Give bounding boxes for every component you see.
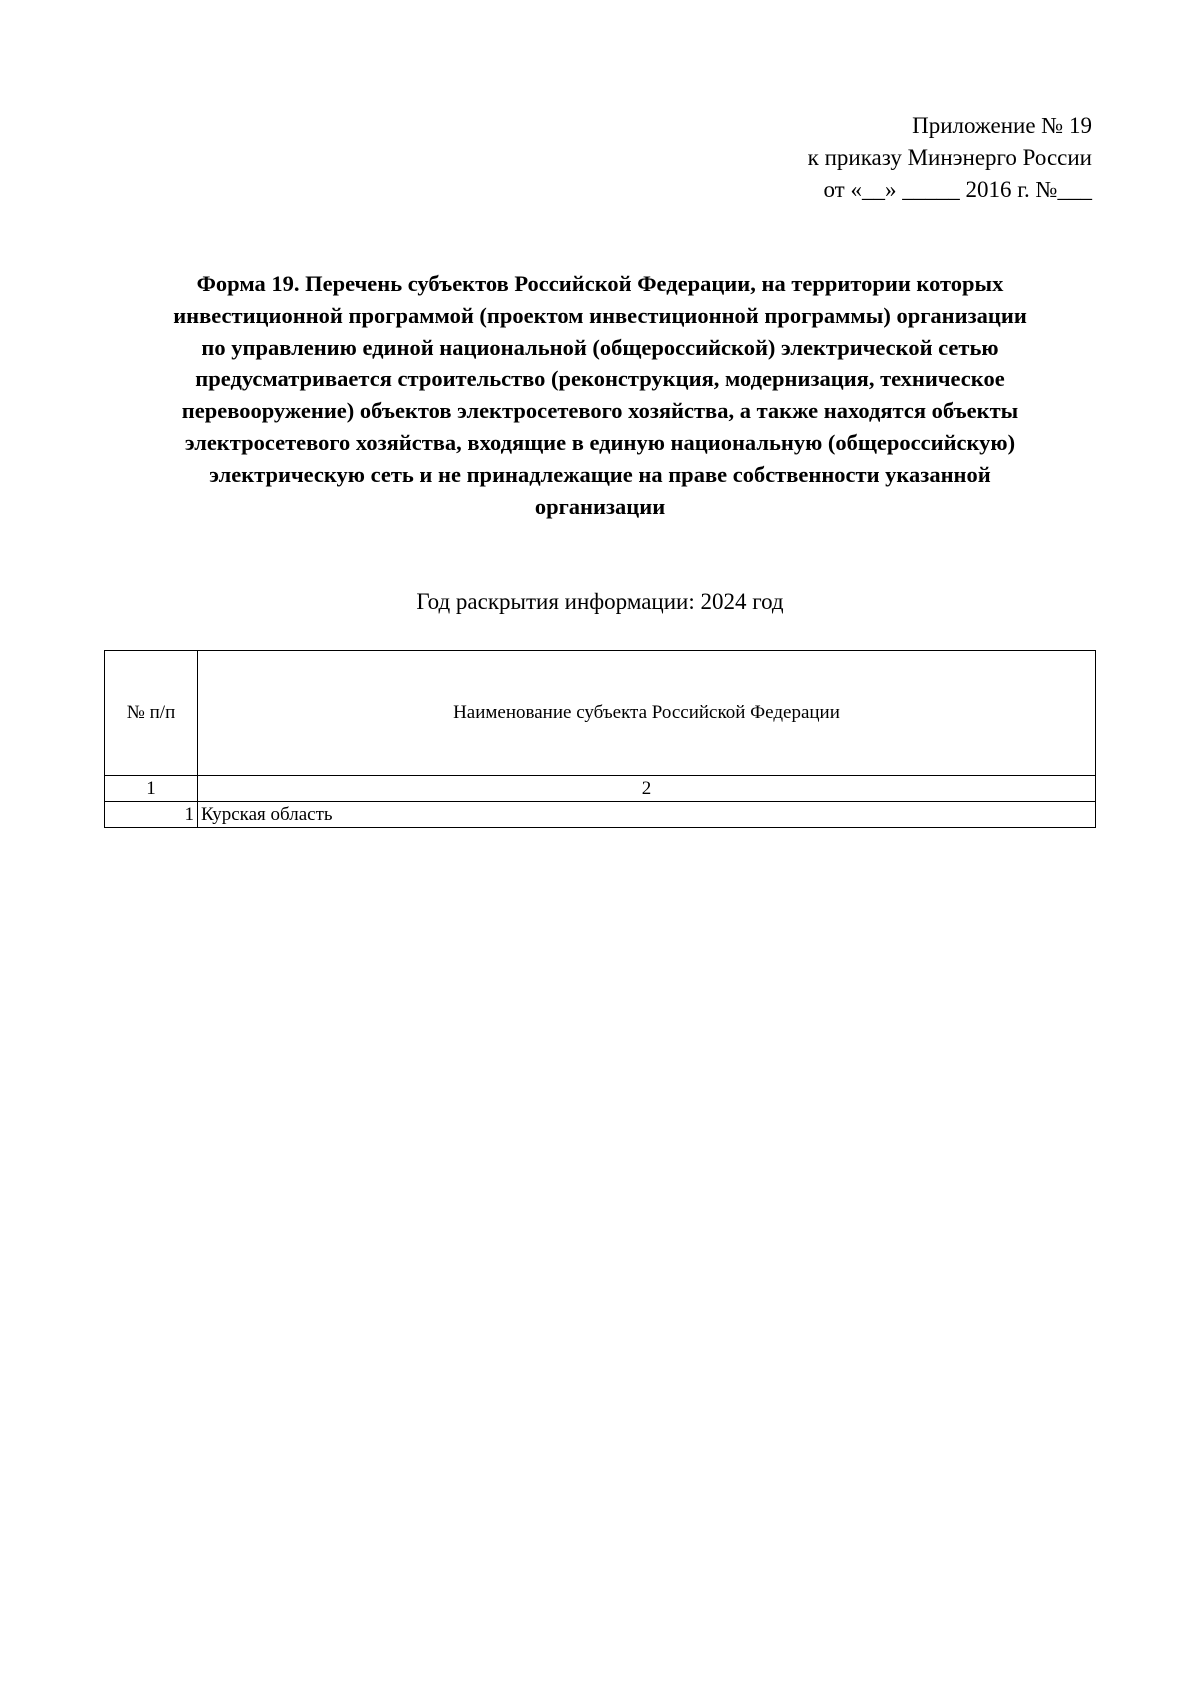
appendix-header	[808, 110, 1092, 206]
form-title-line: электрическую сеть и не принадлежащие на праве собственности указанной	[209, 461, 991, 487]
column-number-1: 1	[105, 776, 198, 802]
header-subject-name: Наименование субъекта Российской Федерации	[198, 651, 1096, 776]
column-number-2: 2	[198, 776, 1096, 802]
form-title-line: организации	[534, 493, 666, 519]
appendix-order: к приказу Минэнерго России	[807, 145, 1092, 170]
form-title-line: инвестиционной программой (проектом инвестиционной программы) организации	[173, 302, 1027, 328]
form-title	[110, 268, 1090, 522]
header-number: № п/п	[105, 651, 198, 776]
form-title-line: предусматривается строительство (реконструкция, модернизация, техническое	[195, 366, 1005, 392]
table-header-row	[105, 651, 1096, 776]
disclosure-year: Год раскрытия информации: 2024 год	[416, 589, 784, 614]
form-title-line: электросетевого хозяйства, входящие в единую национальную (общероссийскую)	[184, 429, 1016, 455]
form-title-line: перевооружение) объектов электросетевого хозяйства, а также находятся объекты	[181, 398, 1019, 424]
appendix-number: Приложение № 19	[912, 113, 1092, 138]
table-column-numbers-row	[105, 776, 1096, 802]
table-row	[105, 802, 1096, 828]
subjects-table	[104, 650, 1096, 828]
row-subject-name: Курская область	[198, 802, 1096, 828]
form-title-line: Форма 19. Перечень субъектов Российской Федерации, на территории которых	[196, 271, 1004, 296]
form-title-line: по управлению единой национальной (общероссийской) электрической сетью	[201, 334, 999, 360]
appendix-date: от «__» _____ 2016 г. №___	[823, 177, 1092, 202]
row-number: 1	[105, 802, 198, 828]
